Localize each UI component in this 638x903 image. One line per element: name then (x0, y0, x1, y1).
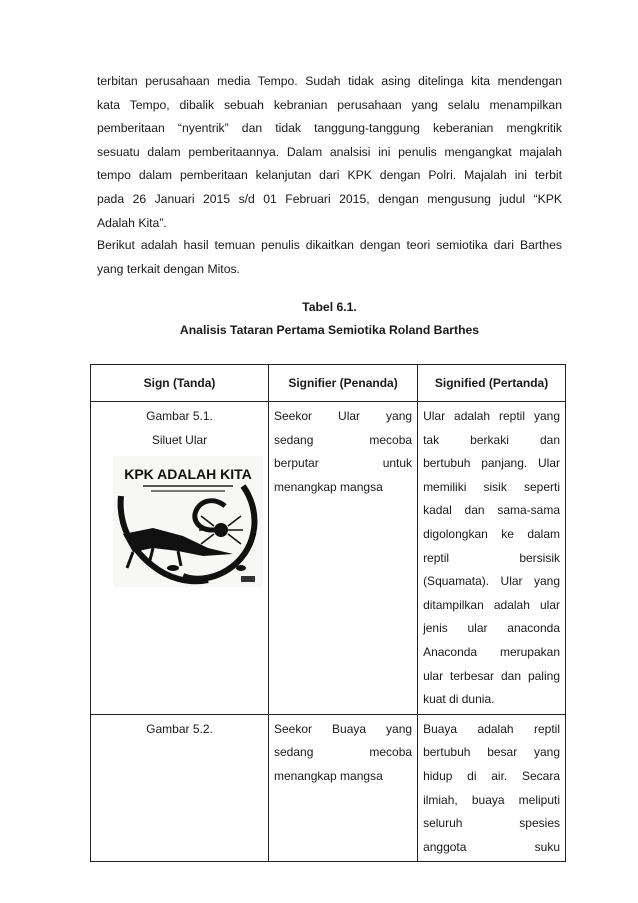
signified-line: anggota suku (423, 839, 560, 854)
text-line: Berikut adalah hasil temuan penulis dikaitkan dengan teori semiotika dari Barthes (97, 238, 562, 252)
signifier-line: berputar untuk (274, 456, 413, 471)
table-title: Analisis Tataran Pertama Semiotika Roland Barthes (179, 323, 480, 337)
text-line: pemberitaan “nyentrik” dan tidak tanggung-tanggung keberanian mengkritik (97, 121, 562, 136)
table-number: Tabel 6.1. (302, 300, 357, 314)
signified-line: kadal dan sama-sama (423, 503, 560, 518)
signifier-line: sedang mecoba (274, 432, 413, 447)
signified-line: reptil bersisik (423, 550, 560, 565)
signified-line: ular terbesar dan paling (423, 668, 560, 683)
signified-line: ditampilkan adalah ular (423, 597, 560, 612)
signifier-cell (269, 402, 418, 715)
semiotics-table (90, 364, 566, 862)
signified-line: Ular adalah reptil yang (423, 409, 560, 423)
signified-line: jenis ular anaconda (423, 621, 560, 636)
text-line: yang terkait dengan Mitos. (97, 261, 240, 276)
signified-line: (Squamata). Ular yang (423, 574, 560, 589)
signifier-cell (269, 714, 418, 862)
cover-title: KPK ADALAH KITA (124, 466, 252, 483)
table-header-row (91, 365, 566, 402)
signifier-line: menangkap mangsa (274, 479, 383, 494)
signified-line: kuat di dunia. (423, 692, 495, 707)
signifier-line: sedang mecoba (274, 745, 413, 760)
text-line: Adalah Kita”. (97, 215, 167, 230)
sign-cell (91, 402, 269, 715)
signified-cell (418, 402, 566, 715)
signified-line: hidup di air. Secara (423, 768, 560, 783)
signifier-line: Seekor Ular yang (274, 409, 413, 423)
signifier-line: menangkap mangsa (274, 768, 383, 783)
paragraph-intro (97, 70, 562, 235)
signifier-line: Seekor Buaya yang (274, 721, 413, 736)
header-signified: Signified (Pertanda) (418, 365, 566, 402)
signified-line: Anaconda merupakan (423, 644, 560, 659)
signified-cell (418, 714, 566, 862)
text-line: terbitan perusahaan media Tempo. Sudah tidak asing ditelinga kita mendengan (97, 74, 562, 88)
header-sign: Sign (Tanda) (91, 365, 269, 402)
signified-line: bertubuh panjang. Ular (423, 456, 560, 471)
signified-line: digolongkan ke dalam (423, 526, 560, 541)
snake-silhouette-illustration (113, 456, 263, 587)
text-line: pada 26 Januari 2015 s/d 01 Februari 2015, dengan mengusung judul “KPK (97, 191, 562, 206)
paragraph-findings (97, 234, 562, 281)
table-row (91, 402, 566, 715)
sign-label: Gambar 5.2. (146, 721, 213, 736)
header-signifier: Signifier (Penanda) (269, 365, 418, 402)
text-line: tempo dalam pemberitaan kelanjutan dari KPK dengan Polri. Majalah ini terbit (97, 168, 562, 183)
magazine-cover-image (113, 456, 263, 587)
sign-label: Gambar 5.1. (146, 409, 213, 423)
signified-line: bertubuh besar yang (423, 745, 560, 760)
signified-line: Buaya adalah reptil (423, 721, 560, 736)
text-line: kata Tempo, dibalik sebuah kebranian perusahaan yang selalu menampilkan (97, 97, 562, 112)
signified-line: tak berkaki dan (423, 432, 560, 447)
sign-cell (91, 714, 269, 862)
signified-line: ilmiah, buaya meliputi (423, 792, 560, 807)
signified-line: memiliki sisik seperti (423, 479, 560, 494)
signified-line: seluruh spesies (423, 816, 560, 831)
table-row (91, 714, 566, 862)
sign-description: Siluet Ular (151, 432, 208, 447)
text-line: sesuatu dalam pemberitaannya. Dalam analsisi ini penulis mengangkat majalah (97, 144, 562, 159)
